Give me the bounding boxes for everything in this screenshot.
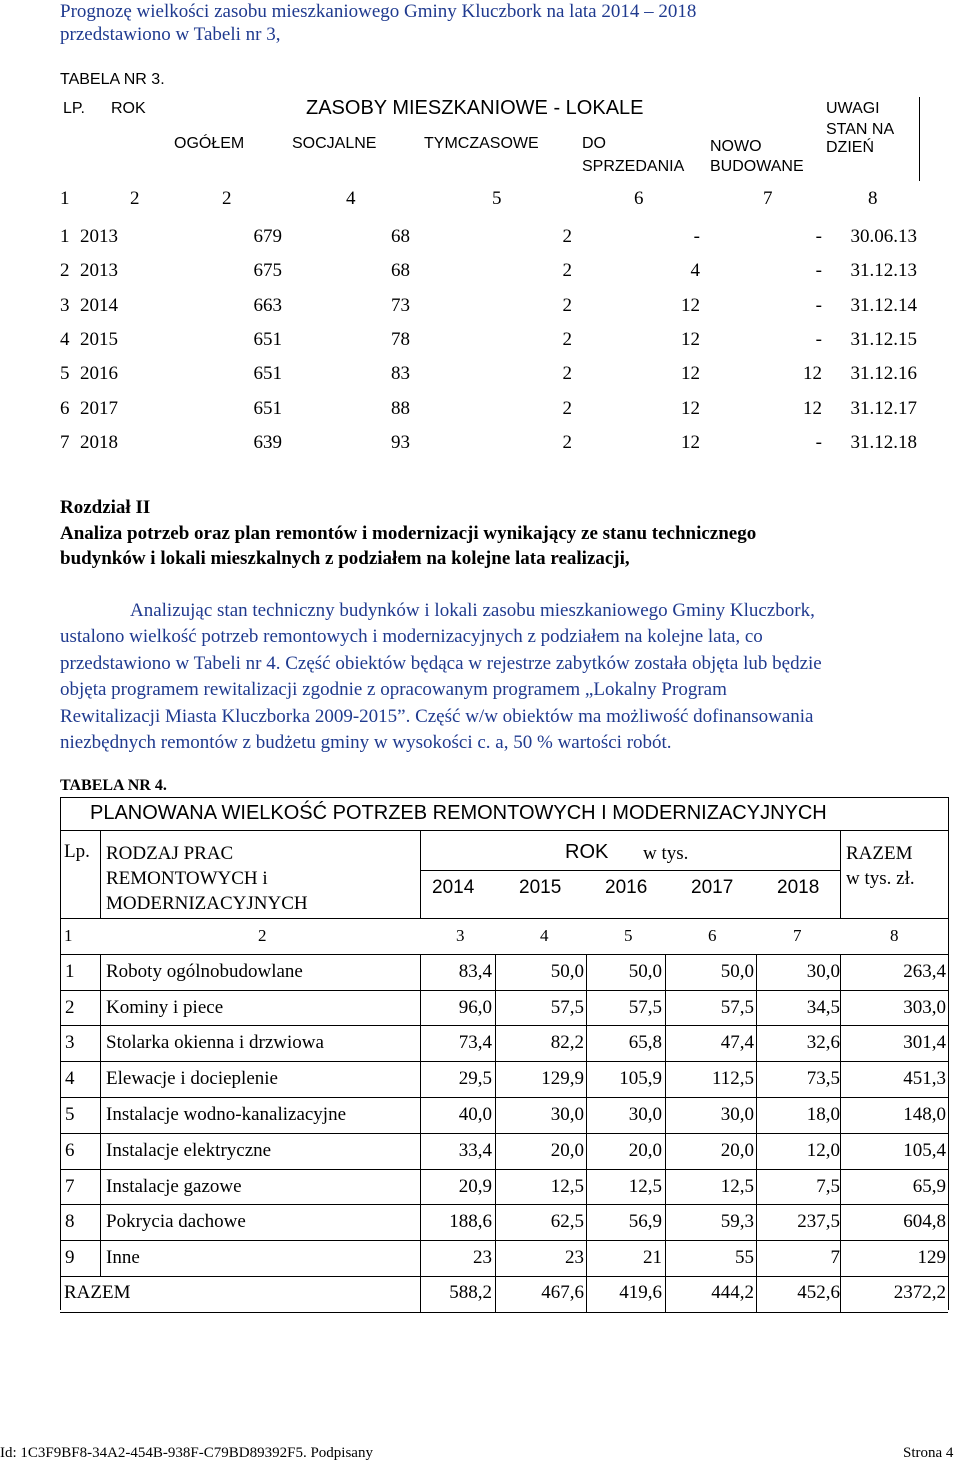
t4-cell: 50,0 xyxy=(550,960,584,982)
para-line-1: Analizując stan techniczny budynków i lokali zasobu mieszkaniowego Gminy Kluczbork, xyxy=(130,600,815,621)
table3-cell: 78 xyxy=(391,328,410,350)
t4-col-border xyxy=(586,990,587,1026)
table3-cell: 83 xyxy=(391,363,410,385)
t4-col-border xyxy=(420,1204,421,1240)
table3-number-cell: 1 xyxy=(60,188,70,209)
para-line-3: przedstawiono w Tabeli nr 4. Część obiektów będąca w rejestrze zabytków została objęta lub będzie xyxy=(60,652,822,674)
t4-cell: 301,4 xyxy=(903,1032,946,1054)
t4-cell: 20,9 xyxy=(458,1175,492,1197)
t4-total-cell: 2372,2 xyxy=(893,1282,946,1303)
t4-cell: 7 xyxy=(65,1175,75,1197)
t4-year-header: 2016 xyxy=(605,877,648,898)
t4-cell: 23 xyxy=(565,1247,584,1269)
t4-col-border xyxy=(420,1061,421,1097)
t4-col-wtys: w tys. xyxy=(643,843,689,864)
t4-div-rodzaj xyxy=(420,830,421,918)
t4-number-cell: 1 xyxy=(64,926,73,945)
t4-total-cell: 588,2 xyxy=(449,1282,492,1303)
t4-col-border xyxy=(495,1276,496,1312)
intro-line-2: przedstawiono w Tabeli nr 3, xyxy=(60,24,281,45)
table3-cell: 73 xyxy=(391,294,410,316)
t3-sub-do: DO xyxy=(582,135,606,152)
t4-number-cell: 7 xyxy=(793,926,802,945)
t4-col-border xyxy=(420,1133,421,1169)
t3-sub-budowane: BUDOWANE xyxy=(710,158,804,175)
t4-year-header: 2017 xyxy=(691,877,734,898)
t4-border-header xyxy=(60,918,948,919)
table3-cell: 2 xyxy=(562,397,572,419)
table3-number-cell: 5 xyxy=(492,188,502,209)
table3-cell: - xyxy=(815,260,822,282)
t4-col-border xyxy=(420,1276,421,1312)
t4-div-lp xyxy=(100,830,101,918)
t3-sub-nowo: NOWO xyxy=(710,138,762,155)
table3-cell: 68 xyxy=(391,260,410,282)
section-title: Rozdział II xyxy=(60,497,151,518)
t4-title: PLANOWANA WIELKOŚĆ POTRZEB REMONTOWYCH I MODERNIZACYJNYCH xyxy=(90,802,827,824)
table3-cell: 93 xyxy=(391,431,410,453)
t4-cell: 56,9 xyxy=(628,1211,662,1233)
t3-col-uwagi: UWAGI xyxy=(826,100,880,117)
t4-cell: 129 xyxy=(917,1247,946,1269)
t4-col-lp: Lp. xyxy=(64,841,90,862)
t4-row-border xyxy=(60,1169,948,1170)
table3-cell: 651 xyxy=(253,397,282,419)
table3-cell: - xyxy=(693,226,700,247)
table3-cell: 4 xyxy=(60,328,70,350)
table3-cell: 31.12.17 xyxy=(850,397,917,419)
table3-cell: 2 xyxy=(562,226,572,247)
table3-cell: 12 xyxy=(681,363,700,385)
t4-cell: 6 xyxy=(65,1139,75,1161)
t4-col-border xyxy=(840,1204,841,1240)
t4-cell: 59,3 xyxy=(720,1211,754,1233)
table3-cell: 30.06.13 xyxy=(850,226,917,247)
t4-cell: 73,4 xyxy=(458,1032,492,1054)
t4-work-name: Inne xyxy=(106,1247,140,1269)
t4-cell: 47,4 xyxy=(720,1032,754,1054)
t4-cell: 55 xyxy=(735,1247,754,1269)
t3-sub-tymczasowe: TYMCZASOWE xyxy=(424,135,539,152)
t4-col-border xyxy=(756,954,757,990)
table3-cell: 7 xyxy=(60,431,70,453)
t4-col-razem-1: RAZEM xyxy=(846,843,913,864)
table3-cell: 5 xyxy=(60,363,70,385)
t4-cell: 105,4 xyxy=(903,1139,946,1161)
t3-col-stan: STAN NA xyxy=(826,121,895,138)
t4-cell: 33,4 xyxy=(458,1139,492,1161)
t4-year-header: 2018 xyxy=(777,877,820,898)
t4-number-cell: 4 xyxy=(540,926,549,945)
table3-number-cell: 4 xyxy=(346,188,356,209)
t4-work-name: Instalacje gazowe xyxy=(106,1175,242,1197)
t4-col-border xyxy=(586,1169,587,1205)
t4-col-border xyxy=(586,954,587,990)
t4-row-border xyxy=(60,1133,948,1134)
t4-col-razem xyxy=(846,841,915,891)
para-line-2: ustalono wielkość potrzeb remontowych i modernizacyjnych z podziałem na kolejne lata, co xyxy=(60,626,763,648)
t4-col-border xyxy=(756,1025,757,1061)
intro-text xyxy=(60,0,696,46)
table3-cell: 2 xyxy=(562,260,572,282)
table3-cell: 2015 xyxy=(80,328,118,350)
table3-caption: TABELA NR 3. xyxy=(60,71,165,88)
table3-cell: 663 xyxy=(253,294,282,316)
t4-row-border xyxy=(60,1312,948,1313)
t4-col-border xyxy=(665,1276,666,1312)
t4-year-header: 2014 xyxy=(432,877,475,898)
table3-cell: 2 xyxy=(562,294,572,316)
table3-cell: 651 xyxy=(253,328,282,350)
t4-border-right xyxy=(948,797,949,1310)
t4-col-border xyxy=(665,954,666,990)
t4-col-border xyxy=(420,954,421,990)
t4-col-border xyxy=(840,1276,841,1312)
t4-col-border xyxy=(586,1025,587,1061)
t4-work-name: Kominy i piece xyxy=(106,996,224,1018)
t4-col-border xyxy=(840,990,841,1026)
t4-cell: 12,0 xyxy=(806,1139,840,1161)
t4-cell: 12,5 xyxy=(720,1175,754,1197)
t4-total-cell: 452,6 xyxy=(797,1282,840,1303)
t4-cell: 18,0 xyxy=(806,1104,840,1125)
table3-cell: 2013 xyxy=(80,260,118,282)
table3-cell: 2013 xyxy=(80,226,118,247)
t4-col-rodzaj xyxy=(106,841,308,916)
t4-cell: 129,9 xyxy=(541,1068,584,1090)
t4-cell: 9 xyxy=(65,1247,75,1269)
table4-caption: TABELA NR 4. xyxy=(60,777,167,794)
intro-line-1: Prognozę wielkości zasobu mieszkaniowego Gminy Kluczbork na lata 2014 – 2018 xyxy=(60,1,697,22)
t4-div-rok xyxy=(840,830,841,918)
table3-number-cell: 2 xyxy=(222,188,232,209)
t4-cell: 40,0 xyxy=(458,1104,492,1125)
t4-cell: 65,8 xyxy=(628,1032,662,1054)
t4-col-razem-2: w tys. zł. xyxy=(846,868,915,889)
t4-cell: 303,0 xyxy=(903,996,946,1018)
table3-cell: 679 xyxy=(253,226,282,247)
table3-cell: 2 xyxy=(562,431,572,453)
t4-col-border xyxy=(756,1276,757,1312)
t4-number-cell: 5 xyxy=(624,926,633,945)
table3-cell: 639 xyxy=(253,431,282,453)
table3-cell: - xyxy=(815,294,822,316)
t4-col-border xyxy=(756,1204,757,1240)
t3-sub-sprzedania: SPRZEDANIA xyxy=(582,158,685,175)
t4-col-border xyxy=(495,1061,496,1097)
t4-col-border xyxy=(840,1025,841,1061)
t4-col-border xyxy=(586,1061,587,1097)
t4-col-border xyxy=(495,990,496,1026)
t4-work-name: Stolarka okienna i drzwiowa xyxy=(106,1032,324,1054)
table3-cell: 675 xyxy=(253,260,282,282)
section-paragraph xyxy=(60,598,952,756)
table3-cell: 31.12.14 xyxy=(850,294,917,316)
t4-row-border xyxy=(60,1097,948,1098)
table3-cell: 4 xyxy=(690,260,700,282)
t4-row-border xyxy=(60,990,948,991)
t4-cell: 604,8 xyxy=(903,1211,946,1233)
t4-col-border xyxy=(420,1169,421,1205)
table3-cell: 651 xyxy=(253,363,282,385)
t4-cell: 34,5 xyxy=(806,996,840,1018)
t3-col-lp: LP. xyxy=(63,100,85,117)
t4-cell: 188,6 xyxy=(449,1211,492,1233)
t4-col-border xyxy=(840,1133,841,1169)
t4-year-header: 2015 xyxy=(519,877,562,898)
t4-col-border xyxy=(495,1169,496,1205)
t4-border-left xyxy=(60,797,61,1310)
table3-number-cell: 2 xyxy=(130,188,140,209)
t4-border-top xyxy=(60,797,948,798)
section-heading-line-2: budynków i lokali mieszkalnych z podziałem na kolejne lata realizacji, xyxy=(60,548,630,569)
t4-cell: 237,5 xyxy=(797,1211,840,1233)
t4-col-border xyxy=(586,1204,587,1240)
t4-col-border xyxy=(665,1025,666,1061)
t4-col-rok: ROK xyxy=(565,841,609,863)
t4-col-border xyxy=(756,1133,757,1169)
t4-col-border xyxy=(840,1061,841,1097)
t4-cell: 96,0 xyxy=(458,996,492,1018)
table3-cell: 12 xyxy=(681,397,700,419)
t4-work-name: Instalacje elektryczne xyxy=(106,1139,272,1161)
table3-cell: 31.12.16 xyxy=(850,363,917,385)
t4-cell: 30,0 xyxy=(550,1104,584,1125)
t4-cell: 50,0 xyxy=(720,960,754,982)
t4-cell: 50,0 xyxy=(628,960,662,982)
t4-number-cell: 6 xyxy=(708,926,717,945)
t4-col-border xyxy=(840,1097,841,1133)
t4-cell: 148,0 xyxy=(903,1104,946,1125)
t4-cell: 8 xyxy=(65,1211,75,1233)
t4-cell: 7 xyxy=(830,1247,840,1269)
t4-cell: 3 xyxy=(65,1032,75,1054)
t3-sub-ogolem: OGÓŁEM xyxy=(174,135,245,152)
t4-cell: 105,9 xyxy=(619,1068,662,1090)
table3-number-cell: 8 xyxy=(868,188,878,209)
table3-cell: 2 xyxy=(60,260,70,282)
t4-col-border xyxy=(495,1133,496,1169)
t4-cell: 451,3 xyxy=(903,1068,946,1090)
t4-cell: 57,5 xyxy=(628,996,662,1018)
t4-total-cell: 444,2 xyxy=(711,1282,754,1303)
t4-work-name: Roboty ogólnobudowlane xyxy=(106,960,303,982)
t4-row-border xyxy=(60,1204,948,1205)
t4-col-rodzaj-3: MODERNIZACYJNYCH xyxy=(106,893,308,914)
t4-border-title xyxy=(60,830,948,831)
table3-number-cell: 6 xyxy=(634,188,644,209)
table3-cell: 2 xyxy=(562,363,572,385)
table3-cell: 12 xyxy=(803,363,822,385)
t4-row-border xyxy=(60,1276,948,1277)
t4-col-border xyxy=(665,1133,666,1169)
table3-cell: 2016 xyxy=(80,363,118,385)
t4-col-border xyxy=(840,1169,841,1205)
table3-cell: 31.12.18 xyxy=(850,431,917,453)
table3-cell: 6 xyxy=(60,397,70,419)
para-line-6: niezbędnych remontów z budżetu gminy w wysokości c. a, 50 % wartości robót. xyxy=(60,732,672,754)
table3-cell: 31.12.15 xyxy=(850,328,917,350)
table3-cell: 12 xyxy=(681,431,700,453)
t4-cell: 5 xyxy=(65,1104,75,1125)
t3-header-border xyxy=(919,97,920,181)
t4-col-border xyxy=(756,1240,757,1276)
t4-cell: 82,2 xyxy=(550,1032,584,1054)
t4-col-border xyxy=(586,1133,587,1169)
section-heading-line-1: Analiza potrzeb oraz plan remontów i modernizacji wynikający ze stanu technicznego xyxy=(60,523,757,544)
table3-cell: 3 xyxy=(60,294,70,316)
t4-cell: 65,9 xyxy=(912,1175,946,1197)
t4-cell: 1 xyxy=(65,960,75,982)
table3-cell: 2017 xyxy=(80,397,118,419)
para-line-4: objęta programem rewitalizacji zgodnie z opracowanym programem „Lokalny Program xyxy=(60,679,727,701)
table3-cell: - xyxy=(815,226,822,247)
t4-cell: 32,6 xyxy=(806,1032,840,1054)
t4-col-border xyxy=(495,1025,496,1061)
t4-cell: 57,5 xyxy=(720,996,754,1018)
t4-col-border xyxy=(420,1025,421,1061)
t4-cell: 12,5 xyxy=(550,1175,584,1197)
t4-cell: 23 xyxy=(473,1247,492,1269)
t4-total-cell: 467,6 xyxy=(541,1282,584,1303)
t4-cell: 263,4 xyxy=(903,960,946,982)
t4-cell: 30,0 xyxy=(720,1104,754,1125)
table3-cell: 31.12.13 xyxy=(850,260,917,282)
t4-cell: 57,5 xyxy=(550,996,584,1018)
table3-cell: 68 xyxy=(391,226,410,247)
t4-col-border xyxy=(495,1240,496,1276)
table3-cell: 1 xyxy=(60,226,70,247)
t4-col-border xyxy=(756,1097,757,1133)
t3-col-rok: ROK xyxy=(111,100,146,117)
t4-cell: 21 xyxy=(643,1247,662,1269)
table3-cell: 12 xyxy=(681,328,700,350)
t4-total-label: RAZEM xyxy=(64,1282,131,1303)
t4-work-name: Instalacje wodno-kanalizacyjne xyxy=(106,1104,347,1125)
table3-cell: 12 xyxy=(681,294,700,316)
t4-cell: 73,5 xyxy=(806,1068,840,1090)
t4-col-border xyxy=(586,1276,587,1312)
t4-col-border xyxy=(665,1169,666,1205)
t4-total-cell: 419,6 xyxy=(619,1282,662,1303)
t4-col-border xyxy=(420,1097,421,1133)
t4-cell: 2 xyxy=(65,996,75,1018)
t3-col-dzien: DZIEŃ xyxy=(826,139,874,156)
t4-col-border xyxy=(756,1169,757,1205)
t4-row-border xyxy=(60,1025,948,1026)
t4-col-border xyxy=(840,954,841,990)
t4-col-border xyxy=(100,954,101,1276)
t4-cell: 62,5 xyxy=(550,1211,584,1233)
t4-col-border xyxy=(586,1240,587,1276)
table3-cell: - xyxy=(815,431,822,453)
table3-cell: 2 xyxy=(562,328,572,350)
table3-cell: - xyxy=(815,328,822,350)
t4-col-border xyxy=(840,1240,841,1276)
t4-border-rok xyxy=(420,870,840,871)
t4-row-border xyxy=(60,954,948,955)
t4-cell: 29,5 xyxy=(458,1068,492,1090)
table3-cell: 88 xyxy=(391,397,410,419)
t4-number-cell: 3 xyxy=(456,926,465,945)
t4-cell: 7,5 xyxy=(816,1175,840,1197)
t4-cell: 30,0 xyxy=(628,1104,662,1125)
t4-col-border xyxy=(665,1240,666,1276)
t3-group-header: ZASOBY MIESZKANIOWE - LOKALE xyxy=(306,97,644,119)
t3-sub-socjalne: SOCJALNE xyxy=(292,135,377,152)
t4-col-border xyxy=(420,1240,421,1276)
t4-col-border xyxy=(420,990,421,1026)
t4-cell: 83,4 xyxy=(458,960,492,982)
table3-cell: 12 xyxy=(803,397,822,419)
para-line-5: Rewitalizacji Miasta Kluczborka 2009-2015”. Część w/w obiektów ma możliwość dofinansowania xyxy=(60,705,814,727)
footer-page: Strona 4 xyxy=(903,1445,954,1461)
t4-col-border xyxy=(665,990,666,1026)
t4-row-border xyxy=(60,1240,948,1241)
t4-col-rodzaj-2: REMONTOWYCH i xyxy=(106,868,268,889)
t4-cell: 20,0 xyxy=(628,1139,662,1161)
t4-cell: 20,0 xyxy=(550,1139,584,1161)
t4-col-border xyxy=(495,954,496,990)
table3-cell: 2018 xyxy=(80,431,118,453)
t4-cell: 30,0 xyxy=(806,960,840,982)
t4-col-rodzaj-1: RODZAJ PRAC xyxy=(106,843,234,864)
t4-col-border xyxy=(665,1061,666,1097)
t4-number-cell: 2 xyxy=(258,926,267,945)
t4-col-border xyxy=(756,1061,757,1097)
t4-cell: 20,0 xyxy=(720,1139,754,1161)
t4-cell: 4 xyxy=(65,1068,75,1090)
t4-col-border xyxy=(495,1097,496,1133)
t4-col-border xyxy=(495,1204,496,1240)
footer-id: Id: 1C3F9BF8-34A2-454B-938F-C79BD89392F5. Podpisany xyxy=(0,1445,373,1461)
t4-col-border xyxy=(665,1097,666,1133)
t4-work-name: Elewacje i docieplenie xyxy=(106,1068,278,1090)
t4-cell: 12,5 xyxy=(628,1175,662,1197)
t4-col-border xyxy=(756,990,757,1026)
t4-cell: 112,5 xyxy=(711,1068,754,1090)
t4-work-name: Pokrycia dachowe xyxy=(106,1211,246,1233)
t4-col-border xyxy=(586,1097,587,1133)
t4-row-border xyxy=(60,1061,948,1062)
table3-cell: 2014 xyxy=(80,294,118,316)
t4-col-border xyxy=(665,1204,666,1240)
table3-number-cell: 7 xyxy=(763,188,773,209)
t4-number-cell: 8 xyxy=(890,926,899,945)
